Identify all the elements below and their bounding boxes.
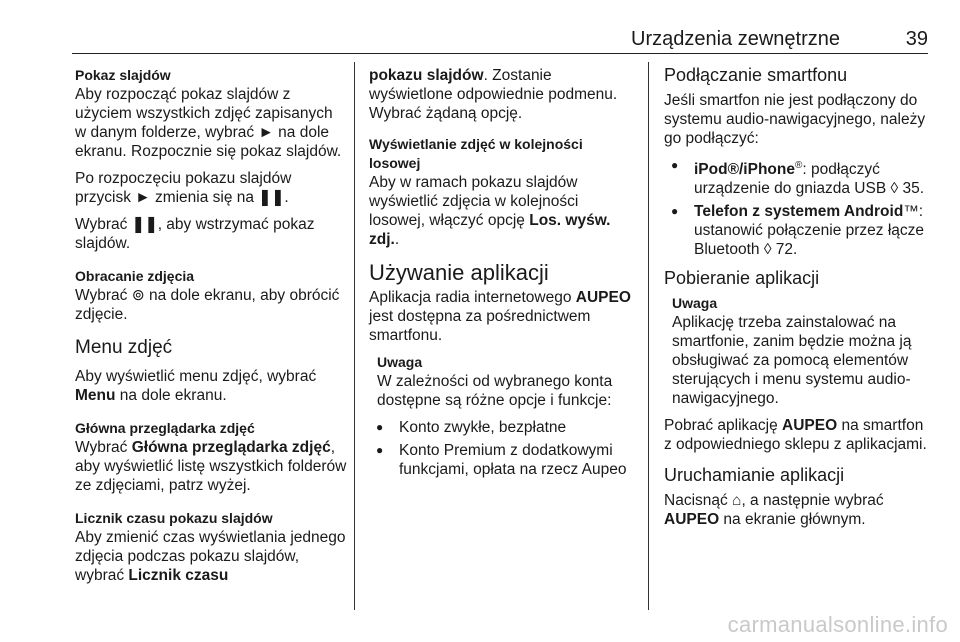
section-apps-heading: Używanie aplikacji [369, 260, 549, 285]
note-paragraph: Aplikację trzeba zainstalować na smartfonie, zanim będzie można ją obsługiwać za pomocą elementów sterujących i menu systemu audio-nawigacyjnego. [672, 314, 912, 408]
menu-term: Menu [75, 387, 116, 404]
timer-paragraph: Aby zmienić czas wyświetlania jednego zdjęcia podczas pokazu slajdów, wybrać Licznik czasu [75, 529, 346, 584]
slideshow-paragraph-2: Po rozpoczęciu pokazu slajdów przycisk ► zmienia się na ❚❚. [75, 170, 292, 206]
menu-paragraph: Aby wyświetlić menu zdjęć, wybrać Menu na dole ekranu. [75, 368, 317, 404]
page-header [72, 28, 928, 50]
aupeo-term: AUPEO [575, 289, 631, 306]
section-slideshow-heading: Pokaz slajdów [75, 67, 171, 83]
pause-icon: ❚❚ [131, 216, 158, 233]
note-paragraph: W zależności od wybranego konta dostępne są różne opcje i funkcje: [377, 373, 613, 409]
page-title: Urządzenia zewnętrzne [631, 28, 840, 50]
reference-icon: ◊ [763, 241, 772, 259]
play-icon: ► [258, 124, 274, 141]
section-shuffle-heading: Wyświetlanie zdjęć w kolejności losowej [369, 136, 583, 171]
column-3 [664, 66, 932, 537]
header-divider [72, 53, 928, 54]
timer-term: Licznik czasu [128, 567, 229, 584]
timer-continuation-paragraph: pokazu slajdów. Zostanie wyświetlone odpowiednie podmenu. Wybrać żądaną opcję. [369, 67, 618, 122]
aupeo-term: AUPEO [782, 417, 838, 435]
section-connect-heading: Podłączanie smartfonu [664, 65, 848, 85]
note-box [377, 353, 637, 410]
browser-paragraph: Wybrać Główna przeglądarka zdjęć, aby wyświetlić listę wszystkich folderów ze zdjęciami, patrz wyżej. [75, 439, 347, 494]
connect-list [664, 156, 932, 259]
list-item: ● Konto Premium z dodatkowymi funkcjami, opłata na rzecz Aupeo [369, 441, 637, 479]
browser-term: Główna przeglądarka zdjęć [131, 439, 331, 456]
column-divider-2 [648, 62, 649, 610]
column-divider-1 [354, 62, 355, 610]
section-timer-heading: Licznik czasu pokazu slajdów [75, 510, 273, 526]
connect-paragraph: Jeśli smartfon nie jest podłączony do systemu audio-nawigacyjnego, należy go podłączyć: [664, 92, 926, 147]
list-item: ● Konto zwykłe, bezpłatne [369, 418, 637, 437]
slideshow-paragraph-3: Wybrać ❚❚, aby wstrzymać pokaz slajdów. [75, 216, 315, 252]
apps-paragraph: Aplikacja radia internetowego AUPEO jest dostępna za pośrednictwem smartfonu. [369, 289, 631, 344]
pause-icon: ❚❚ [258, 189, 285, 206]
watermark: carmanualsonline.info [727, 612, 948, 637]
column-1 [75, 66, 347, 593]
column-2 [369, 66, 637, 487]
section-rotate-heading: Obracanie zdjęcia [75, 268, 195, 284]
shuffle-term: Los. wyśw. zdj. [369, 212, 611, 248]
rotate-paragraph: Wybrać ⊚ na dole ekranu, aby obrócić zdjęcie. [75, 287, 340, 323]
account-list [369, 418, 637, 479]
play-icon: ► [135, 189, 151, 206]
note-heading: Uwaga [377, 354, 423, 370]
note-heading: Uwaga [672, 295, 718, 312]
note-box [672, 294, 932, 408]
aupeo-term: AUPEO [664, 511, 720, 529]
reference-icon: ◊ [890, 180, 899, 198]
list-item: ● Telefon z systemem Android™: ustanowić połączenie przez łącze Bluetooth ◊ 72. [664, 202, 932, 259]
slideshow-paragraph-1: Aby rozpocząć pokaz slajdów z użyciem wszystkich zdjęć zapisanych w danym folderze, wybrać ► na dole ekranu. Rozpocznie się pokaz slajdów. [75, 86, 342, 160]
shuffle-paragraph: Aby w ramach pokazu slajdów wyświetlić zdjęcia w kolejności losowej, włączyć opcję Los. wyśw. zdj.. [369, 174, 611, 248]
launch-paragraph: Nacisnąć ⌂, a następnie wybrać AUPEO na ekranie głównym. [664, 492, 884, 529]
page-number: 39 [905, 28, 928, 50]
home-icon: ⌂ [732, 492, 742, 510]
list-item: ● iPod®/iPhone®: podłączyć urządzenie do gniazda USB ◊ 35. [664, 156, 932, 198]
section-menu-heading: Menu zdjęć [75, 337, 173, 358]
section-browser-heading: Główna przeglądarka zdjęć [75, 420, 255, 436]
download-paragraph: Pobrać aplikację AUPEO na smartfon z odpowiedniego sklepu z aplikacjami. [664, 417, 927, 454]
section-download-heading: Pobieranie aplikacji [664, 268, 820, 289]
rotate-icon: ⊚ [131, 287, 145, 304]
section-launch-heading: Uruchamianie aplikacji [664, 465, 845, 486]
